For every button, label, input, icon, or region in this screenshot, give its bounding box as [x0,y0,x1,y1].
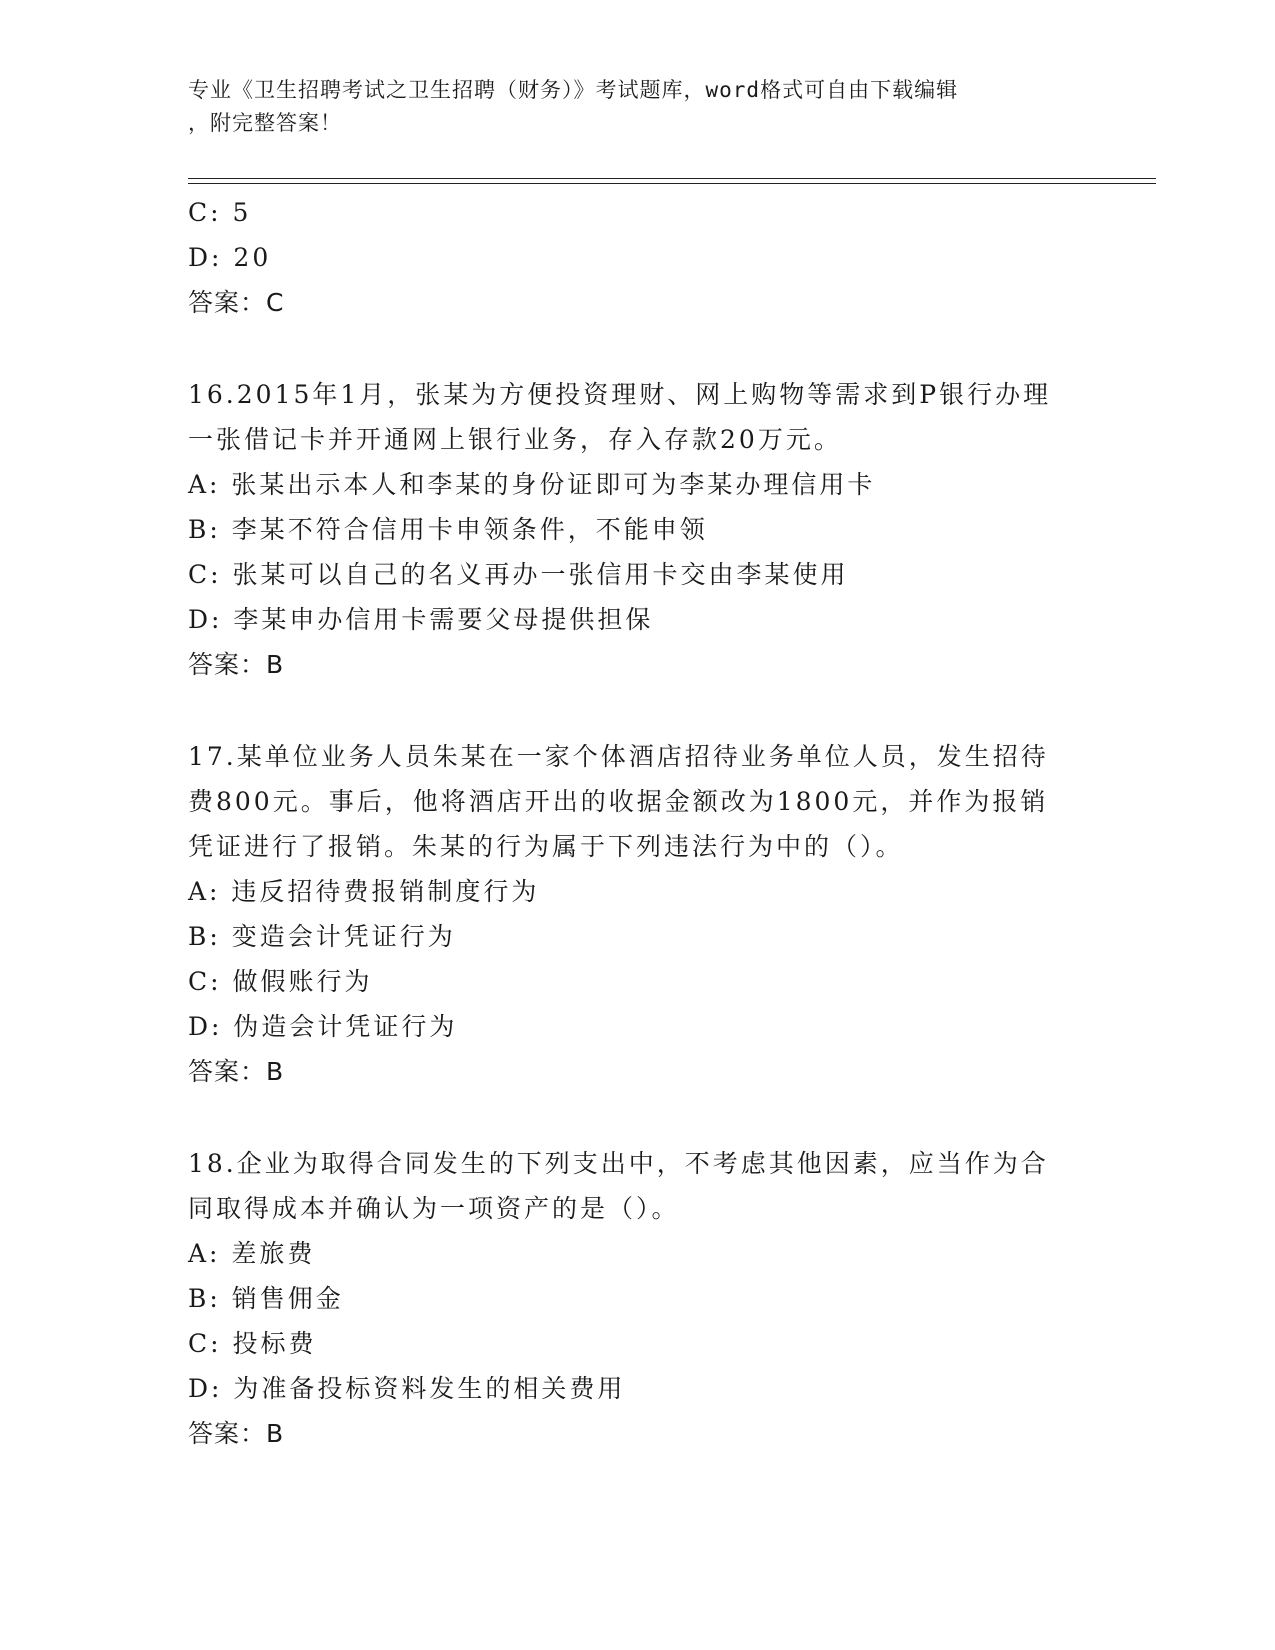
option-a: A: 差旅费 [188,1239,316,1268]
header-line-1: 专业《卫生招聘考试之卫生招聘（财务）》考试题库，word格式可自由下载编辑 [188,78,959,102]
option-b: B: 李某不符合信用卡申领条件，不能申领 [188,515,708,544]
option-d: D: 为准备投标资料发生的相关费用 [188,1374,626,1403]
question-stem-line: 18.企业为取得合同发生的下列支出中，不考虑其他因素，应当作为合 [188,1149,1049,1178]
answer-line: 答案：B [188,1419,285,1448]
option-a: A: 违反招待费报销制度行为 [188,877,540,906]
question-stem-line: 费800元。事后，他将酒店开出的收据金额改为1800元，并作为报销 [188,787,1049,816]
question-stem-line: 同取得成本并确认为一项资产的是（）。 [188,1194,680,1223]
question-16 [188,372,1088,687]
answer-line: 答案：C [188,288,285,317]
option-c: C: 张某可以自己的名义再办一张信用卡交由李某使用 [188,560,849,589]
option-b: B: 销售佣金 [188,1284,344,1313]
header-line-2: ，附完整答案！ [188,111,342,135]
question-stem-line: 凭证进行了报销。朱某的行为属于下列违法行为中的（）。 [188,832,904,861]
document-header [188,74,1068,140]
header-divider-top [188,178,1156,179]
previous-question-tail [188,190,1088,325]
option-d: D: 20 [188,243,272,272]
option-d: D: 李某申办信用卡需要父母提供担保 [188,605,654,634]
option-a: A: 张某出示本人和李某的身份证即可为李某办理信用卡 [188,470,876,499]
question-17 [188,734,1088,1094]
option-d: D: 伪造会计凭证行为 [188,1012,458,1041]
answer-line: 答案：B [188,1057,285,1086]
question-18 [188,1141,1088,1456]
question-stem-line: 16.2015年1月，张某为方便投资理财、网上购物等需求到P银行办理 [188,380,1052,409]
option-c: C: 5 [188,198,252,227]
question-stem-line: 17.某单位业务人员朱某在一家个体酒店招待业务单位人员，发生招待 [188,742,1049,771]
question-stem-line: 一张借记卡并开通网上银行业务，存入存款20万元。 [188,425,842,454]
answer-line: 答案：B [188,650,285,679]
header-divider-bottom [188,183,1156,184]
option-c: C: 投标费 [188,1329,317,1358]
question-list [188,190,1088,1456]
option-c: C: 做假账行为 [188,967,373,996]
option-b: B: 变造会计凭证行为 [188,922,456,951]
